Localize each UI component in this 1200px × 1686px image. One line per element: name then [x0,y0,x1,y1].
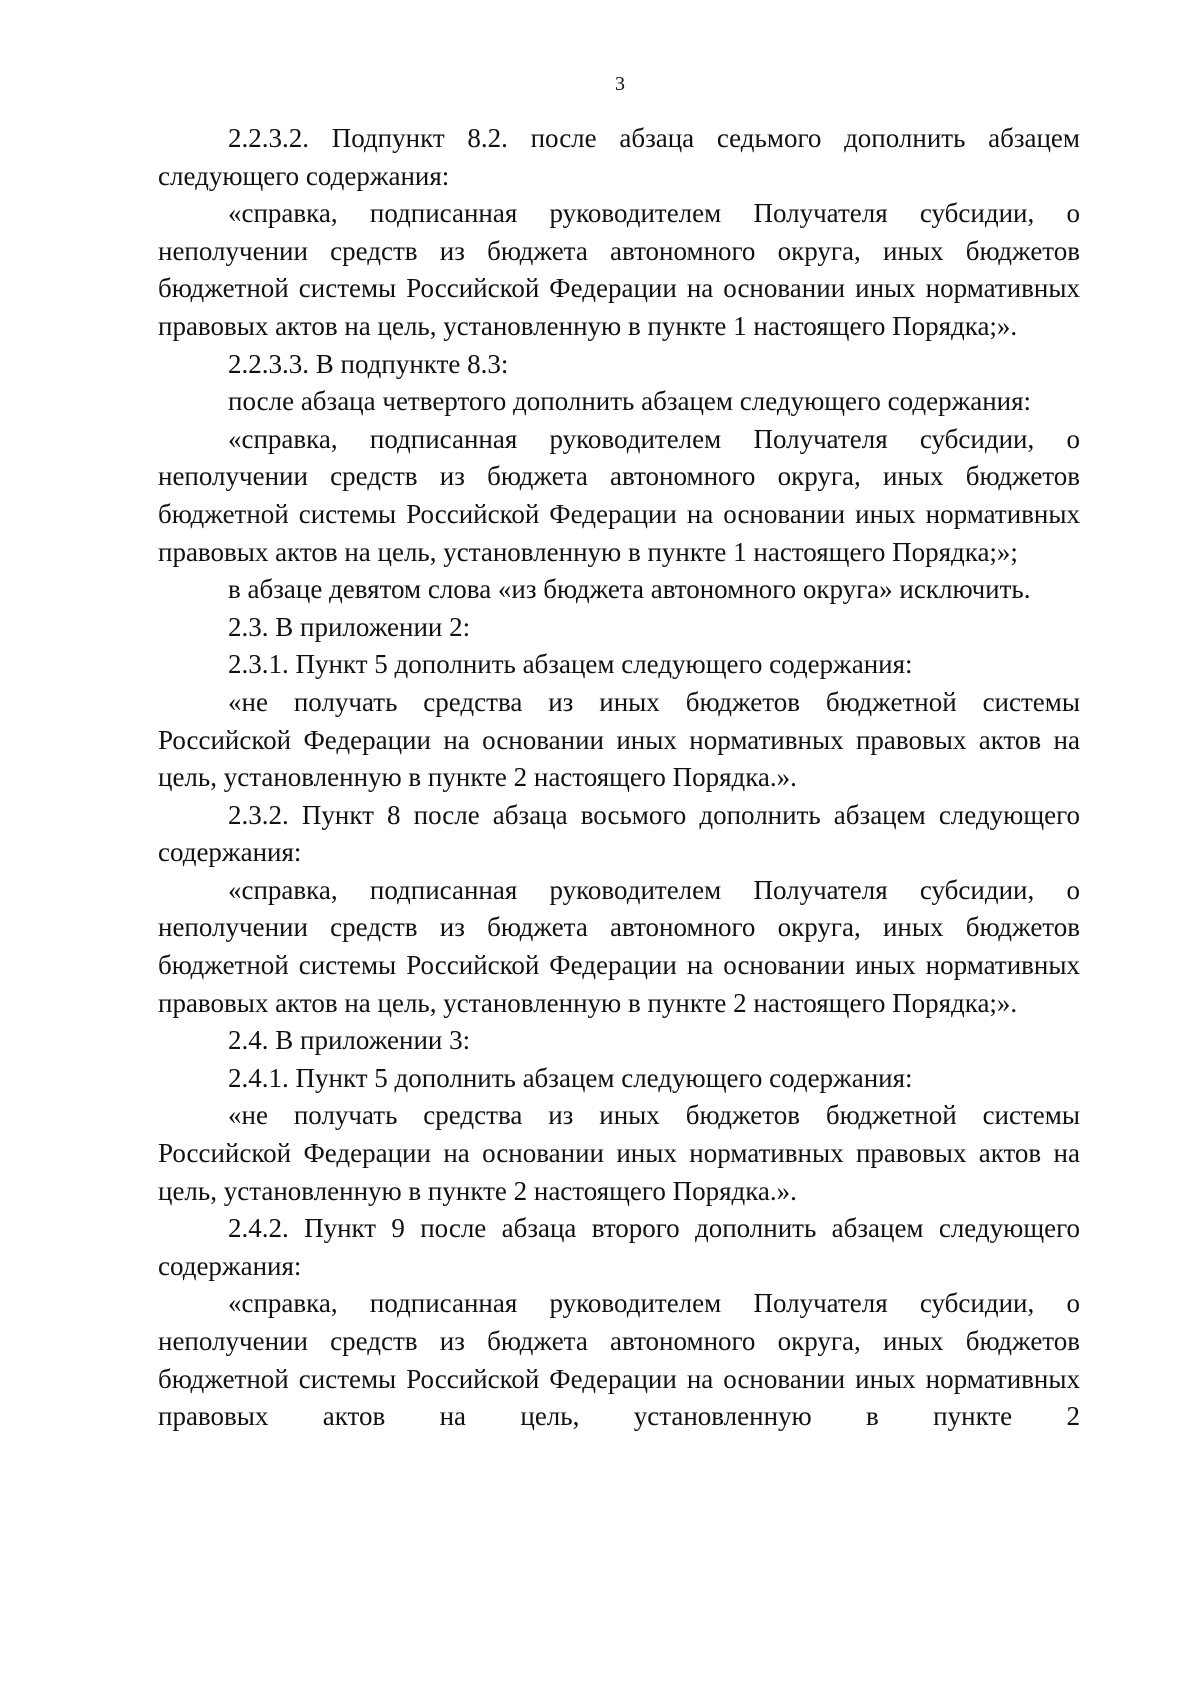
paragraph-2-4: 2.4. В приложении 3: [228,1025,471,1056]
paragraph-2-3-1: 2.3.1. Пункт 5 дополнить абзацем следующего содержания: [228,649,913,680]
quoted-certificate-paragraph: «справка, подписанная руководителем Получателя субсидии, о неполучении средств из бюджета автономного округа, иных бюджетов бюджетной системы Российской Федерации на основании иных нормативных правовых актов на цель, установленную в пункте 1 настоящего Порядка;». [158,198,1080,341]
quoted-certificate-paragraph: «справка, подписанная руководителем Получателя субсидии, о неполучении средств из бюджета автономного округа, иных бюджетов бюджетной системы Российской Федерации на основании иных нормативных правовых актов на цель, установленную в пункте 2 настоящего Порядка;». [158,874,1080,1018]
quoted-certificate-paragraph-continued: «справка, подписанная руководителем Получателя субсидии, о неполучении средств из бюджета автономного округа, иных бюджетов бюджетной системы Российской Федерации на основании иных нормативных правовых актов на цель, установленную в пункте 2 [158,1288,1080,1432]
paragraph-ninth-exclude: в абзаце девятом слова «из бюджета автономного округа» исключить. [228,574,1031,605]
paragraph-2-2-3-2: 2.2.3.2. Подпункт 8.2. после абзаца седьмого дополнить абзацем следующего содержания: [158,123,1080,191]
quoted-no-funds-paragraph: «не получать средства из иных бюджетов бюджетной системы Российской Федерации на основании иных нормативных правовых актов на цель, установленную в пункте 2 настоящего Порядка.». [158,686,1080,793]
document-body [158,120,1080,1436]
quoted-certificate-paragraph: «справка, подписанная руководителем Получателя субсидии, о неполучении средств из бюджета автономного округа, иных бюджетов бюджетной системы Российской Федерации на основании иных нормативных правовых актов на цель, установленную в пункте 1 настоящего Порядка;»; [158,423,1080,567]
paragraph-2-3: 2.3. В приложении 2: [228,611,471,642]
paragraph-after-fourth: после абзаца четвертого дополнить абзацем следующего содержания: [228,386,1032,417]
paragraph-2-4-2: 2.4.2. Пункт 9 после абзаца второго дополнить абзацем следующего содержания: [158,1213,1080,1281]
page-number: 3 [615,73,625,95]
quoted-no-funds-paragraph: «не получать средства из иных бюджетов бюджетной системы Российской Федерации на основании иных нормативных правовых актов на цель, установленную в пункте 2 настоящего Порядка.». [158,1100,1080,1206]
paragraph-2-4-1: 2.4.1. Пункт 5 дополнить абзацем следующего содержания: [228,1062,913,1093]
paragraph-2-2-3-3: 2.2.3.3. В подпункте 8.3: [228,348,509,379]
paragraph-2-3-2: 2.3.2. Пункт 8 после абзаца восьмого дополнить абзацем следующего содержания: [158,799,1080,868]
